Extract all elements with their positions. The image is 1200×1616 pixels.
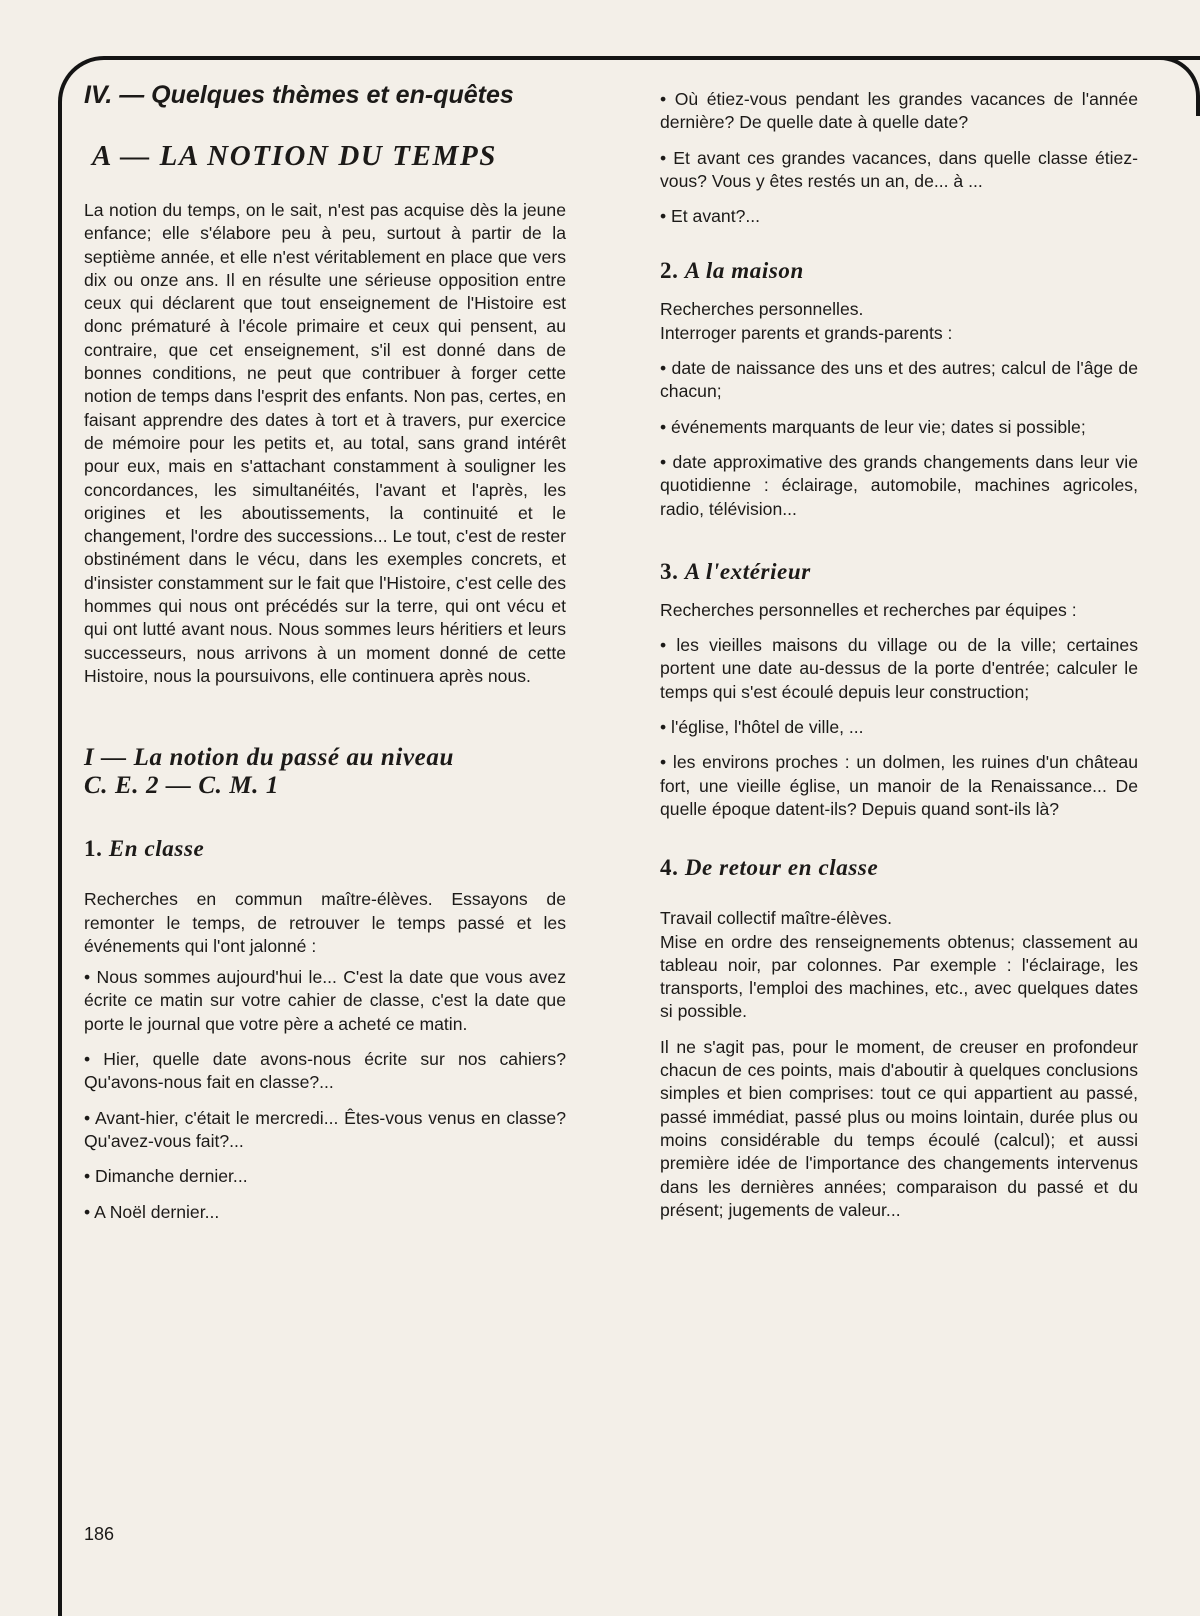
subsection-2-number: 2.: [660, 258, 679, 284]
subsection-1-bullet-1: • Nous sommes aujourd'hui le... C'est la date que vous avez écrite ce matin sur votre cahier de classe, c'est la date que porte le journal que votre père a acheté ce matin.: [84, 967, 566, 1034]
subsection-2-bullet-1: • date de naissance des uns et des autres; calcul de l'âge de chacun;: [660, 358, 1138, 402]
top-bullet-3: • Et avant?...: [660, 206, 761, 227]
subsection-2-label: A la maison: [684, 258, 804, 284]
subsection-3-number: 3.: [660, 558, 679, 584]
subsection-1-bullet-3: • Avant-hier, c'était le mercredi... Êtes-vous venus en classe? Qu'avez-vous fait?...: [84, 1107, 566, 1151]
intro-paragraph: La notion du temps, on le sait, n'est pas acquise dès la jeune enfance; elle s'élabore peu à peu, surtout à partir de la septième année, et elle n'est véritablement en place que vers dix ou onze ans. Il en résulte une sérieuse opposition entre ceux qui déclarent que tout enseignement de l'Histoire est donc prématuré à l'école primaire et ceux qui pensent, au contraire, que cet enseignement, s'il est donné dans de bonnes conditions, ne peut que contribuer à forger cette notion de temps dans l'esprit des enfants. Non pas, certes, en faisant apprendre des dates à tort et à travers, pur exercice de mémoire pour les petits et, au total, sans grand intérêt pour eux, mais en s'attachant constamment à souligner les concordances, les simultanéités, l'avant et l'après, les origines et les aboutissements, la continuité et le changement, l'ordre des successions... Le tout, c'est de rester obstinément dans le vécu, dans les exemples concrets, et d'insister constamment sur le fait que l'Histoire, c'est celle des hommes qui nous ont précédés sur la terre, qui ont vécu et qui ont lutté avant nous. Nous sommes leurs héritiers et leurs successeurs, nous arrivons à un moment donné de cette Histoire, nous la poursuivons, elle continuera après nous.: [84, 200, 566, 686]
page-number: 186: [84, 1524, 115, 1544]
subsection-2-bullet-3: • date approximative des grands changements dans leur vie quotidienne : éclairage, automobile, machines agricoles, radio, télévision...: [660, 451, 1138, 519]
subsection-3-bullet-3: • les environs proches : un dolmen, les ruines d'un château fort, une vieille église, un manoir de la Renaissance... De quelle époque datent-ils? Depuis quand sont-ils là?: [660, 752, 1138, 819]
part-title: IV. — Quelques thèmes et en-quêtes: [84, 81, 514, 109]
subsection-3-intro: Recherches personnelles et recherches par équipes :: [660, 599, 1077, 620]
subsection-1-bullet-2: • Hier, quelle date avons-nous écrite sur nos cahiers? Qu'avons-nous fait en classe?...: [84, 1049, 566, 1093]
subsection-3-bullet-1: • les vieilles maisons du village ou de la ville; certaines portent une date au-dessus de la porte d'entrée; calculer le temps qui s'est écoulé depuis leur construction;: [660, 635, 1138, 702]
section-title: [84, 744, 566, 800]
subsection-1-intro: Recherches en commun maître-élèves. Essayons de remonter le temps, de retrouver le temps passé et les événements qui l'ont jalonné :: [84, 889, 566, 956]
subsection-4-conclusion: Il ne s'agit pas, pour le moment, de creuser en profondeur chacun de ces points, mais d'aboutir à quelques conclusions simples et bien comprises: tout ce qui appartient au passé, passé immédiat, passé plus ou moins lointain, durée plus ou moins considérable du temps écoulé (calcul); et aussi première idée de l'importance des changements intervenus dans les dernières années; comparaison du passé et du présent; jugements de valeur...: [660, 1036, 1138, 1220]
subsection-4-number: 4.: [660, 855, 679, 881]
subsection-2-intro-2: Interroger parents et grands-parents :: [660, 322, 953, 343]
subsection-1-bullet-5: • A Noël dernier...: [84, 1201, 220, 1222]
subsection-1-number: 1.: [84, 836, 103, 862]
subsection-3-label: A l'extérieur: [684, 558, 811, 584]
left-column: [84, 80, 566, 1224]
right-column: [660, 88, 1138, 1222]
subsection-2-intro: Recherches personnelles.: [660, 299, 864, 320]
subsection-4-title: [660, 855, 1138, 881]
subsection-1-bullet-4: • Dimanche dernier...: [84, 1166, 248, 1187]
top-bullet-1: • Où étiez-vous pendant les grandes vacances de l'année dernière? De quelle date à quelle date?: [660, 89, 1138, 133]
subsection-1-label: En classe: [108, 836, 205, 862]
subsection-4-label: De retour en classe: [684, 855, 879, 881]
section-title-line2: C. E. 2 — C. M. 1: [84, 772, 279, 800]
section-title-line1: I — La notion du passé au niveau: [84, 744, 454, 772]
subsection-1-title: [84, 836, 566, 862]
subsection-2-bullet-2: • événements marquants de leur vie; dates si possible;: [660, 416, 1086, 437]
theme-title: A — LA NOTION DU TEMPS: [92, 140, 497, 172]
subsection-3-title: [660, 559, 1138, 585]
subsection-2-title: [660, 258, 1138, 284]
subsection-4-intro: Travail collectif maître-élèves.: [660, 908, 893, 929]
subsection-3-bullet-2: • l'église, l'hôtel de ville, ...: [660, 717, 864, 738]
subsection-4-text: Mise en ordre des renseignements obtenus; classement au tableau noir, par colonnes. Par exemple : l'éclairage, les transports, l'emploi des machines, etc., avec quelques dates si possible.: [660, 931, 1138, 1022]
top-bullet-2: • Et avant ces grandes vacances, dans quelle classe étiez-vous? Vous y êtes restés un an, de... à ...: [660, 147, 1138, 191]
